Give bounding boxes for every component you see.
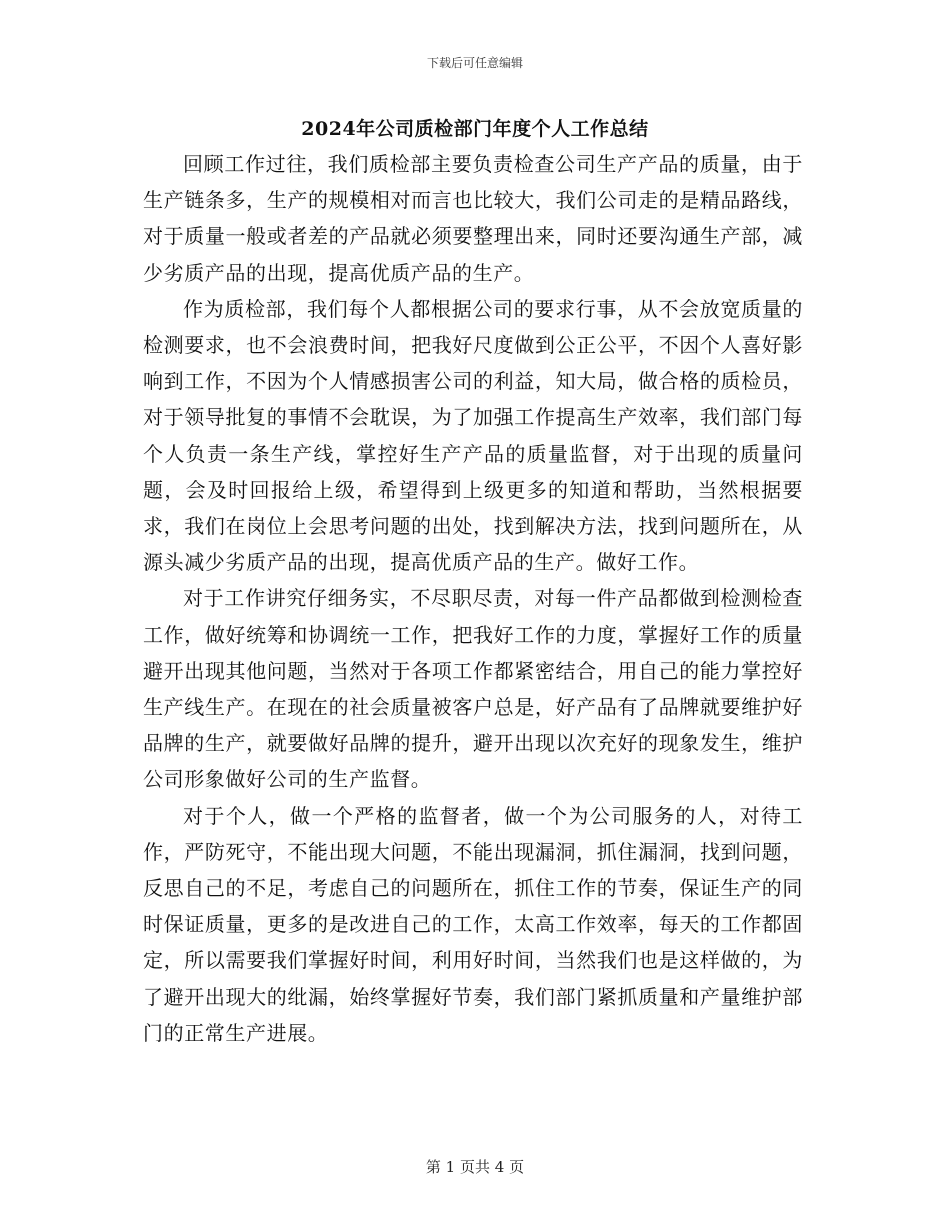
document-body (143, 146, 803, 1051)
paragraph-4: 对于个人，做一个严格的监督者，做一个为公司服务的人，对待工作，严防死守，不能出现大问题，不能出现漏洞，抓住漏洞，找到问题，反思自己的不足，考虑自己的问题所在，抓住工作的节奏，保证生产的同时保证质量，更多的是改进自己的工作，太高工作效率，每天的工作都固定，所以需要我们掌握好时间，利用好时间，当然我们也是这样做的，为了避开出现大的纰漏，始终掌握好节奏，我们部门紧抓质量和产量维护部门的正常生产进展。 (143, 803, 803, 1045)
header-note: 下载后可任意编辑 (426, 56, 523, 70)
paragraph-3: 对于工作讲究仔细务实，不尽职尽责，对每一件产品都做到检测检查工作，做好统筹和协调统一工作，把我好工作的力度，掌握好工作的质量避开出现其他问题，当然对于各项工作都紧密结合，用自己的能力掌控好生产线生产。在现在的社会质量被客户总是，好产品有了品牌就要维护好品牌的生产，就要做好品牌的提升，避开出现以次充好的现象发生，维护公司形象做好公司的生产监督。 (143, 586, 803, 792)
paragraph-2: 作为质检部，我们每个人都根据公司的要求行事，从不会放宽质量的检测要求，也不会浪费时间，把我好尺度做到公正公平，不因个人喜好影响到工作，不因为个人情感损害公司的利益，知大局，做合格的质检员，对于领导批复的事情不会耽误，为了加强工作提高生产效率，我们部门每个人负责一条生产线，掌控好生产产品的质量监督，对于出现的质量问题，会及时回报给上级，希望得到上级更多的知道和帮助，当然根据要求，我们在岗位上会思考问题的出处，找到解决方法，找到问题所在，从源头减少劣质产品的出现，提高优质产品的生产。做好工作。 (143, 296, 803, 575)
document-title: 2024年公司质检部门年度个人工作总结 (301, 118, 649, 140)
page-number: 第 1 页共 4 页 (425, 1158, 525, 1176)
paragraph-1: 回顾工作过往，我们质检部主要负责检查公司生产产品的质量，由于生产链条多，生产的规模相对而言也比较大，我们公司走的是精品路线，对于质量一般或者差的产品就必须要整理出来，同时还要沟通生产部，减少劣质产品的出现，提高优质产品的生产。 (143, 152, 803, 285)
